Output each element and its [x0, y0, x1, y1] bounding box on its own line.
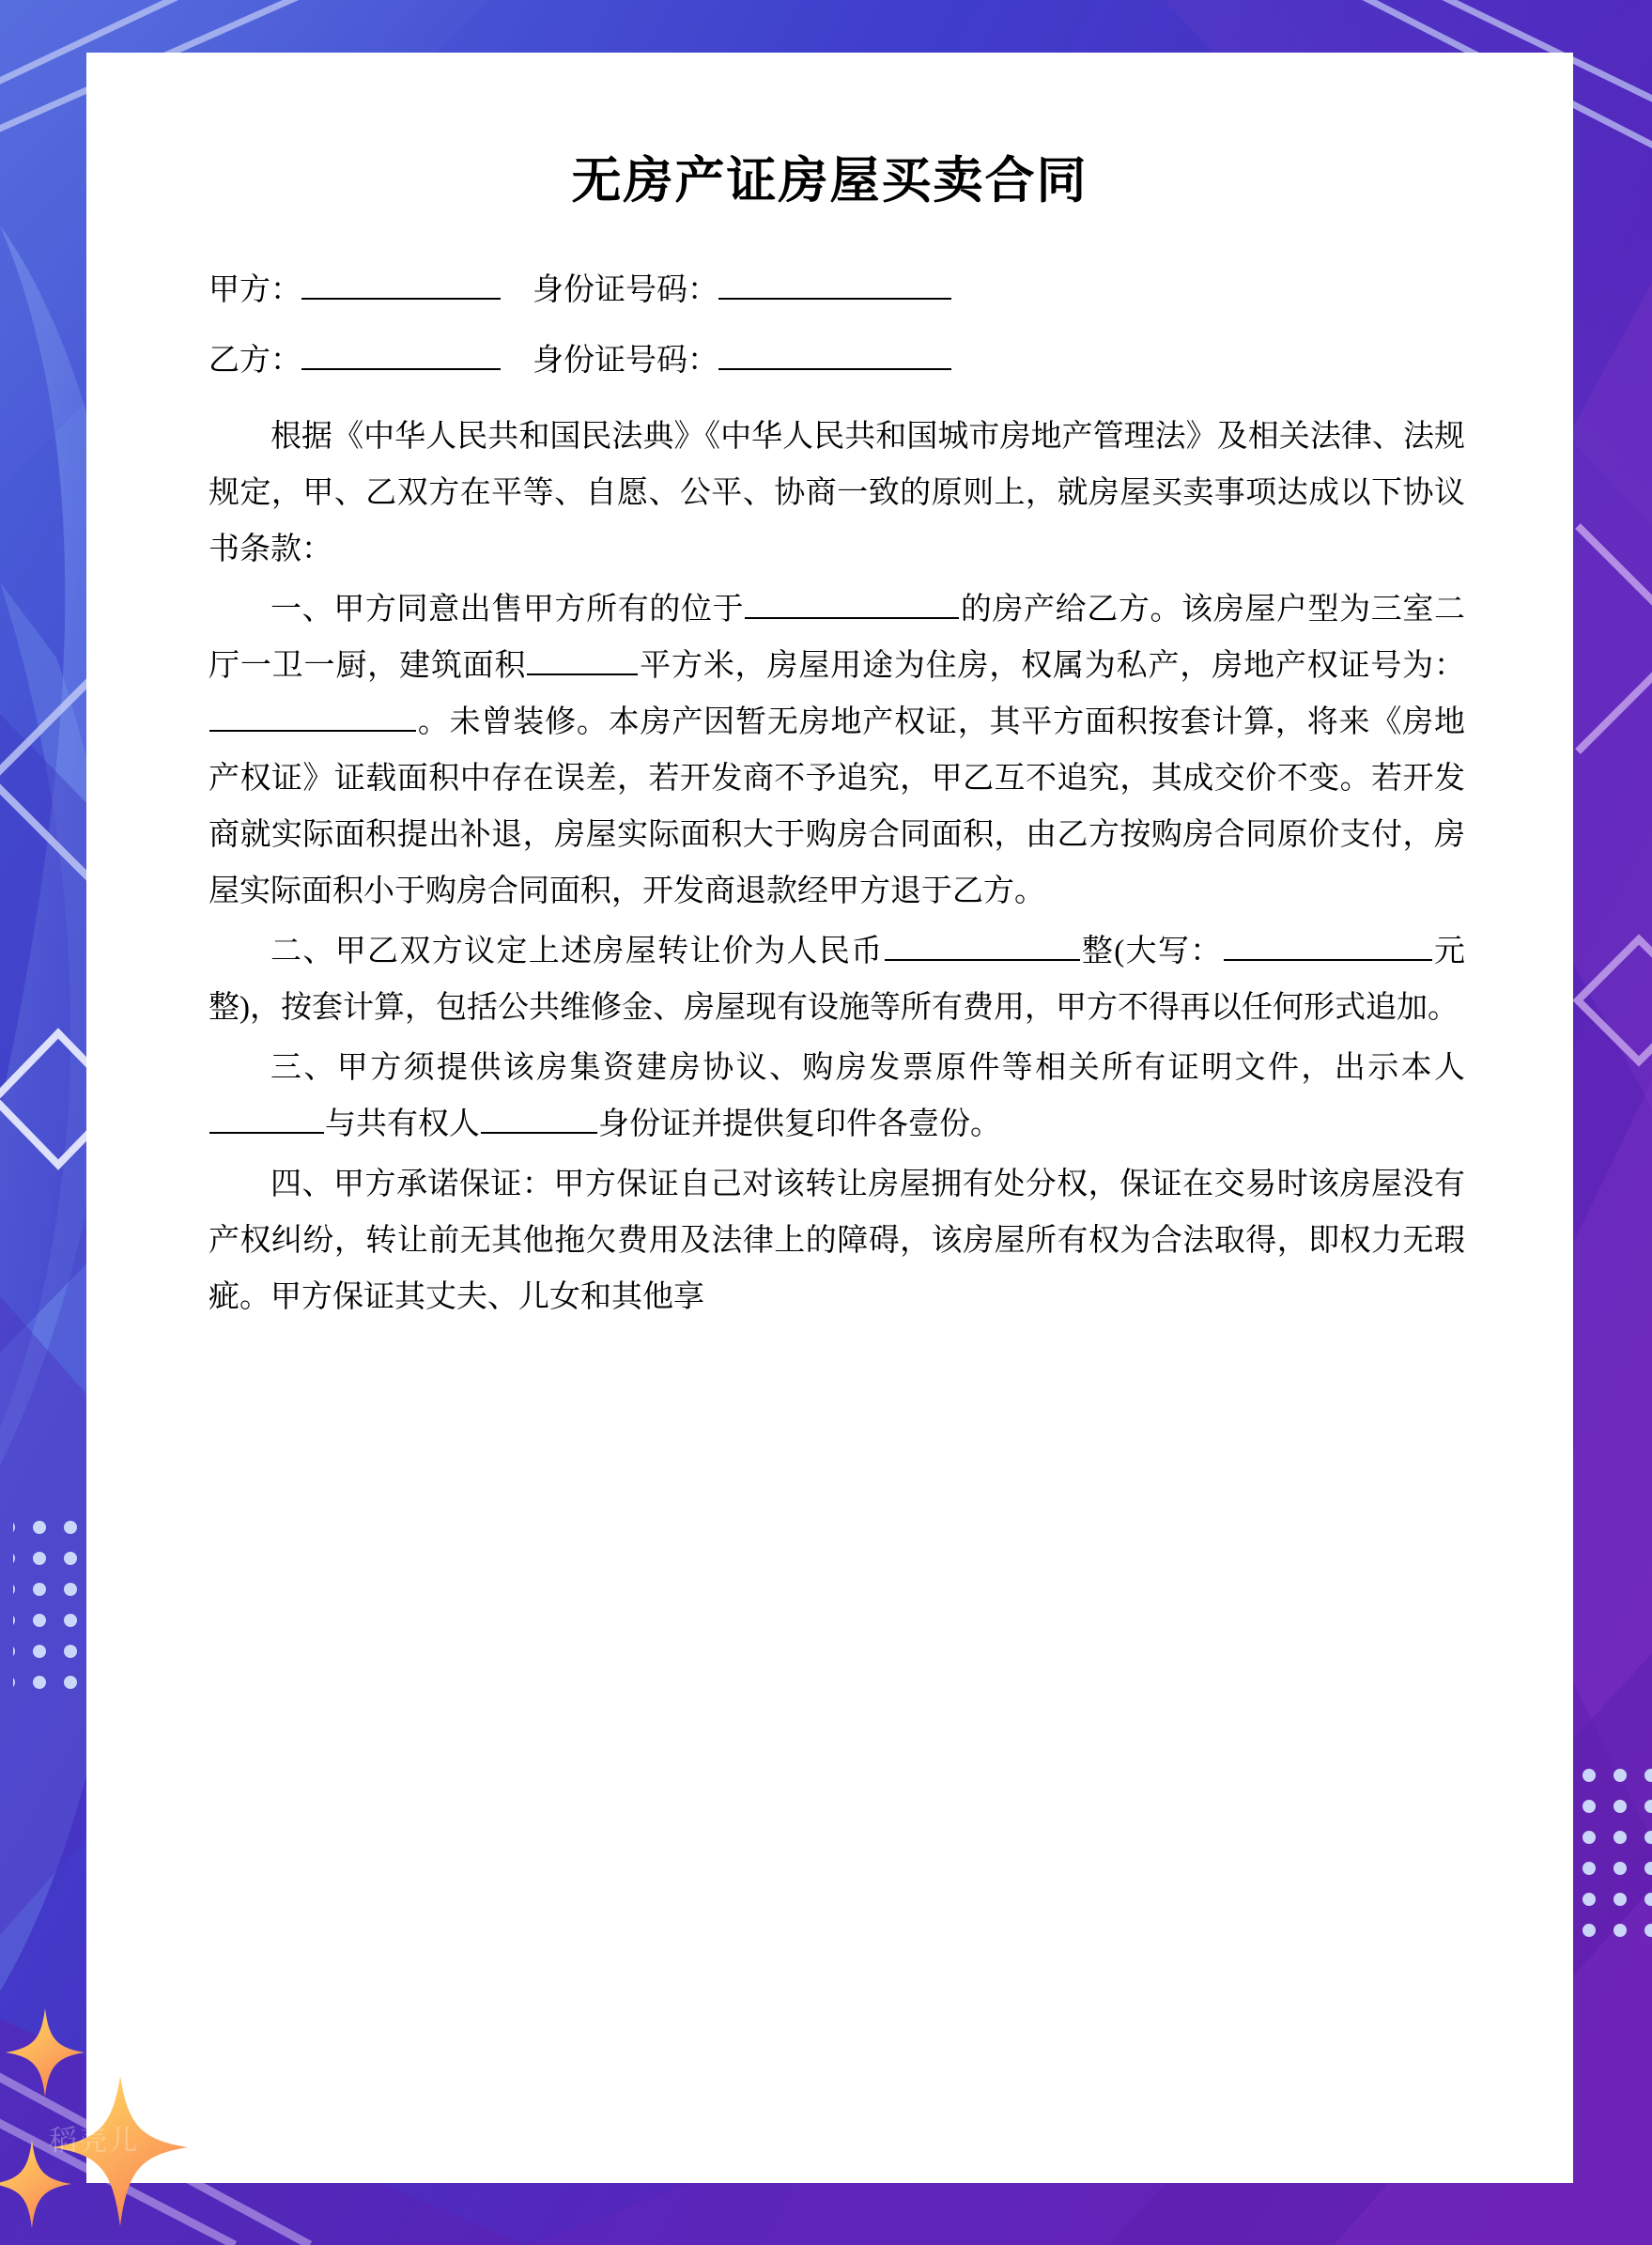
- clause-2-seg-0: 二、甲乙双方议定上述房屋转让价为人民币: [270, 935, 884, 968]
- watermark-text: 稻壳儿: [49, 2126, 139, 2157]
- document-title: 无房产证房屋买卖合同: [571, 153, 1088, 209]
- clause-1-seg-6: 。未曾装修。本房产因暂无房地产权证，其平方面积按套计算，将来《房地产权证》证载面积中存在误差，若开发商不予追究，甲乙互不追究，其成交价不变。若开发商就实际面积提出补退，房屋实际面积大于购房合同面积，由乙方按购房合同原价支付，房屋实际面积小于购房合同面积，开发商退款经甲方退于乙方。: [208, 704, 1465, 908]
- clause-1-area-blank[interactable]: [527, 642, 638, 675]
- clause-4: 四、甲方承诺保证：甲方保证自己对该转让房屋拥有处分权，保证在交易时该房屋没有产权纠纷，转让前无其他拖欠费用及法律上的障碍，该房屋所有权为合法取得，即权力无瑕疵。甲方保证其丈夫、儿女和其他享: [208, 1168, 1465, 1315]
- sparkle-icon-large: [53, 2076, 188, 2226]
- party-b-name-blank[interactable]: [301, 337, 501, 370]
- party-b-label: 乙方：: [208, 344, 301, 379]
- clause-3-seg-0: 三、甲方须提供该房集资建房协议、购房发票原件等相关所有证明文件，出示本人: [270, 1051, 1465, 1086]
- party-a-id-field: [533, 267, 1465, 315]
- party-a-id-label: 身份证号码：: [533, 273, 718, 308]
- clause-2: [208, 923, 1465, 1036]
- party-b-field: [208, 337, 533, 385]
- party-a-label: 甲方：: [208, 273, 301, 308]
- party-b-id-field: [533, 337, 1465, 385]
- sparkle-icon-small-top: [6, 2008, 85, 2097]
- clause-1-address-blank[interactable]: [745, 585, 959, 619]
- clause-3-self-blank[interactable]: [209, 1100, 324, 1134]
- party-a-id-blank[interactable]: [718, 267, 951, 300]
- sparkle-decoration: [0, 2001, 282, 2245]
- party-a-field: [208, 267, 533, 315]
- preamble-paragraph: 根据《中华人民共和国民法典》《中华人民共和国城市房地产管理法》及相关法律、法规规定，甲、乙双方在平等、自愿、公平、协商一致的原则上，就房屋买卖事项达成以下协议书条款：: [208, 419, 1465, 566]
- party-row-second: [208, 337, 1465, 385]
- clause-3: [208, 1040, 1465, 1153]
- party-row-first: [208, 267, 1465, 315]
- clause-1-seg-0: 一、甲方同意出售甲方所有的位于: [270, 592, 745, 627]
- clause-3-seg-4: 身份证并提供复印件各壹份。: [598, 1107, 1001, 1142]
- clause-2-seg-4: 元整)，按套计算，包括公共维修金、房屋现有设施等所有费用，甲方不得再以任何形式追加。: [208, 935, 1466, 1026]
- sparkle-icon-small-bottom: [0, 2140, 71, 2228]
- party-a-name-blank[interactable]: [301, 267, 501, 300]
- document-body: [86, 209, 1573, 1325]
- clause-1-seg-4: 平方米，房屋用途为住房，权属为私产，房地产权证号为：: [639, 648, 1466, 683]
- document-page: [86, 53, 1573, 2183]
- party-b-id-blank[interactable]: [718, 337, 951, 370]
- clause-2-price-blank[interactable]: [885, 927, 1080, 961]
- party-b-id-label: 身份证号码：: [533, 344, 718, 379]
- clause-1-certificate-blank[interactable]: [209, 698, 416, 732]
- clause-2-price-words-blank[interactable]: [1224, 927, 1432, 961]
- clause-3-coowner-blank[interactable]: [481, 1100, 597, 1134]
- clause-3-seg-2: 与共有权人: [325, 1107, 480, 1142]
- clause-1: [208, 581, 1465, 920]
- clause-1-seg-2: 的房产给乙方。该房屋户型为三室二厅一卫一厨，建筑面积: [208, 592, 1466, 683]
- clause-2-seg-2: 整(大写：: [1080, 935, 1223, 968]
